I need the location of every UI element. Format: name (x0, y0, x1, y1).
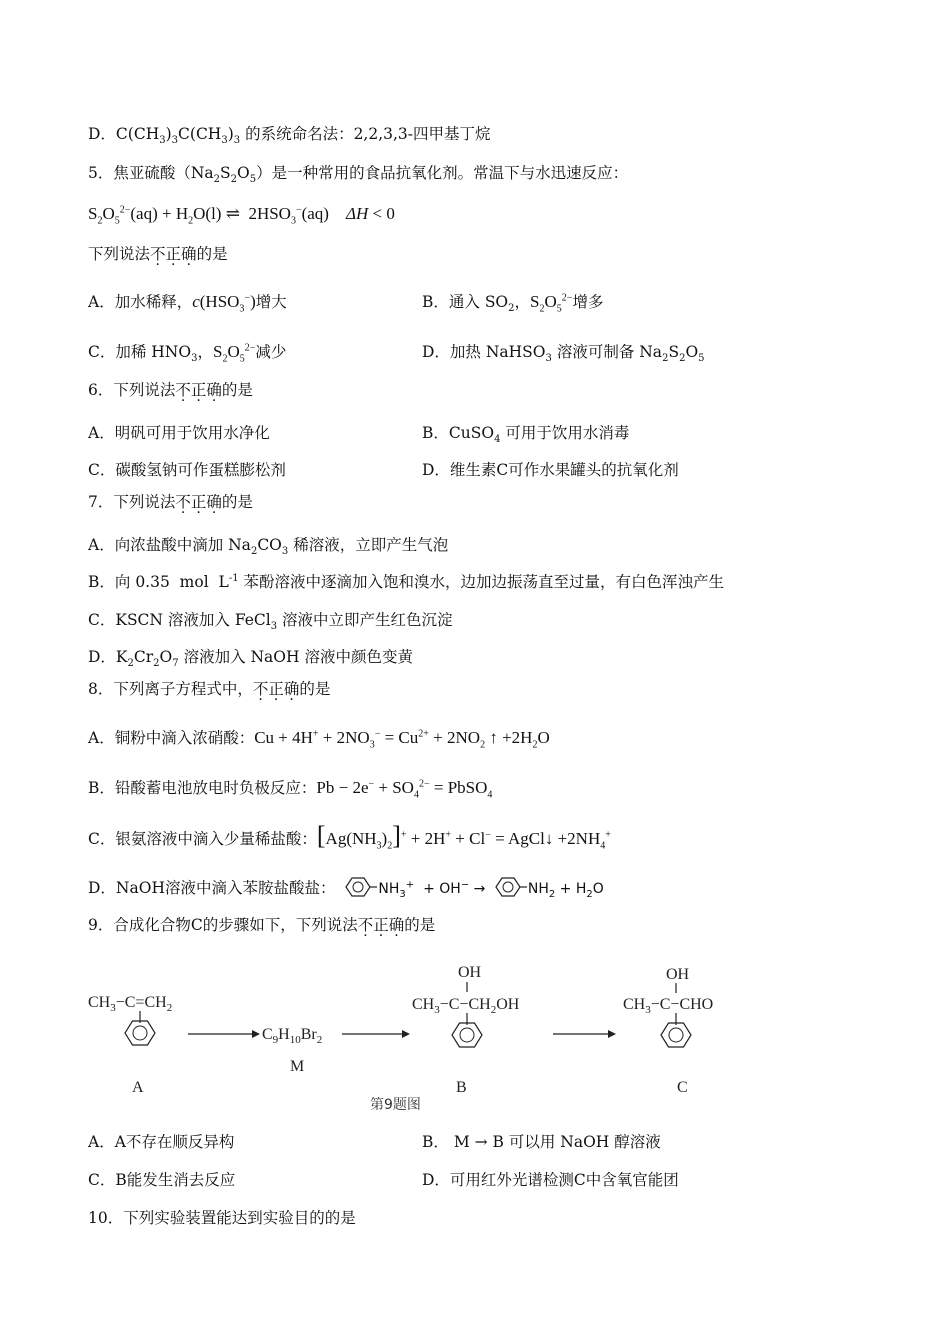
compound-b-label: B (456, 1079, 467, 1096)
q5-ask: 下列说法不正确的是 (88, 245, 228, 263)
q5-equation: $S_2O_5^{2-}(aq) + H_2O(l)$ ⇌ $2HSO_3^-(aq)$ ΔH < 0 (88, 204, 395, 227)
q6-option-c: C．碳酸氢钠可作蛋糕膨松剂 (88, 461, 286, 479)
q6-option-b: B．CuSO$_4$ 可用于饮用水消毒 (422, 424, 630, 446)
q5-option-b: B．通入 $SO_2$，$S_2O_5^{2-}$增多 (422, 292, 604, 315)
benzene-ring-icon (490, 876, 528, 898)
q5-option-c: C．加稀 $HNO_3$，$S_2O_5^{2-}$减少 (88, 342, 287, 365)
compound-m-formula: $C_9H_{10}Br_2$ (262, 1026, 323, 1046)
q10-stem: 10．下列实验装置能达到实验目的的是 (88, 1209, 356, 1227)
q8-stem: 8．下列离子方程式中，不正确的是 (88, 680, 331, 698)
compound-a-formula: $CH_3-C=CH_2$ (88, 994, 173, 1014)
q5-stem: 5．焦亚硫酸$(Na_2S_2O_5)$是一种常用的食品抗氧化剂。常温下与水迅速反应： (88, 164, 629, 186)
compound-c-oh: OH (666, 966, 690, 983)
q8-option-a: A．铜粉中滴入浓硝酸：$Cu + 4H^+ + 2NO_3^- = Cu^{2+} + 2NO_2$ ↑ $+2H_2O$ (88, 728, 550, 751)
q9-synthesis-figure (80, 955, 745, 1115)
compound-m-label: M (290, 1058, 305, 1075)
compound-b-formula: $CH_3-C-CH_2OH$ (412, 996, 520, 1016)
q8-option-d: D．NaOH溶液中滴入苯胺盐酸盐： $NH_3^+ + OH^- \to NH_2 + H_2O$ (88, 876, 604, 899)
q9-option-a: A．A不存在顺反异构 (88, 1133, 235, 1151)
q9-option-b: B． M → B 可以用 NaOH 醇溶液 (422, 1133, 661, 1151)
compound-a-label: A (132, 1079, 144, 1096)
q9-option-d: D．可用红外光谱检测C中含氧官能团 (422, 1171, 679, 1189)
q6-option-a: A．明矾可用于饮用水净化 (88, 424, 270, 442)
q9-option-c: C．B能发生消去反应 (88, 1171, 236, 1189)
q7-option-b: B．向 0.35 mol $L^{-1}$ 苯酚溶液中逐滴加入饱和溴水，边加边振荡直至过量，有白色浑浊产生 (88, 572, 725, 591)
q5-option-a: A．加水稀释，$c(HSO_3^-)$增大 (88, 292, 287, 315)
q8-option-c: C．银氨溶液中滴入少量稀盐酸：$[Ag(NH_3)_2]^+ + 2H^+ + Cl^-$ = AgCl↓ $+2NH_4^+$ (88, 821, 611, 852)
q8-option-b: B．铅酸蓄电池放电时负极反应：$Pb - 2e^- + SO_4^{2-}$ = PbSO$_4$ (88, 778, 493, 801)
q9-stem: 9．合成化合物C的步骤如下，下列说法不正确的是 (88, 916, 436, 934)
q6-stem: 6．下列说法不正确的是 (88, 381, 253, 399)
compound-c-formula: $CH_3-C-CHO$ (623, 996, 714, 1016)
q7-option-c: C．KSCN 溶液加入 FeCl$_3$ 溶液中立即产生红色沉淀 (88, 611, 453, 633)
benzene-ring-icon (661, 1023, 691, 1047)
compound-b-oh: OH (458, 964, 482, 981)
q6-option-d: D．维生素C可作水果罐头的抗氧化剂 (422, 461, 679, 479)
benzene-ring-icon (340, 876, 378, 898)
compound-c-label: C (677, 1079, 688, 1096)
q4-option-d: D．$C(CH_3)_3C(CH_3)_3$ 的系统命名法：2,2,3,3-四甲基丁烷 (88, 125, 491, 147)
benzene-ring-icon (452, 1023, 482, 1047)
benzene-ring-icon (125, 1021, 155, 1045)
q7-option-d: D．$K_2Cr_2O_7$ 溶液加入 NaOH 溶液中颜色变黄 (88, 648, 413, 670)
q5-option-d: D．加热 NaHSO$_3$ 溶液可制备 $Na_2S_2O_5$ (422, 343, 705, 365)
q7-stem: 7．下列说法不正确的是 (88, 493, 253, 511)
figure-caption: 第9题图 (370, 1097, 421, 1113)
q7-option-a: A．向浓盐酸中滴加 $Na_2CO_3$ 稀溶液，立即产生气泡 (88, 536, 449, 558)
